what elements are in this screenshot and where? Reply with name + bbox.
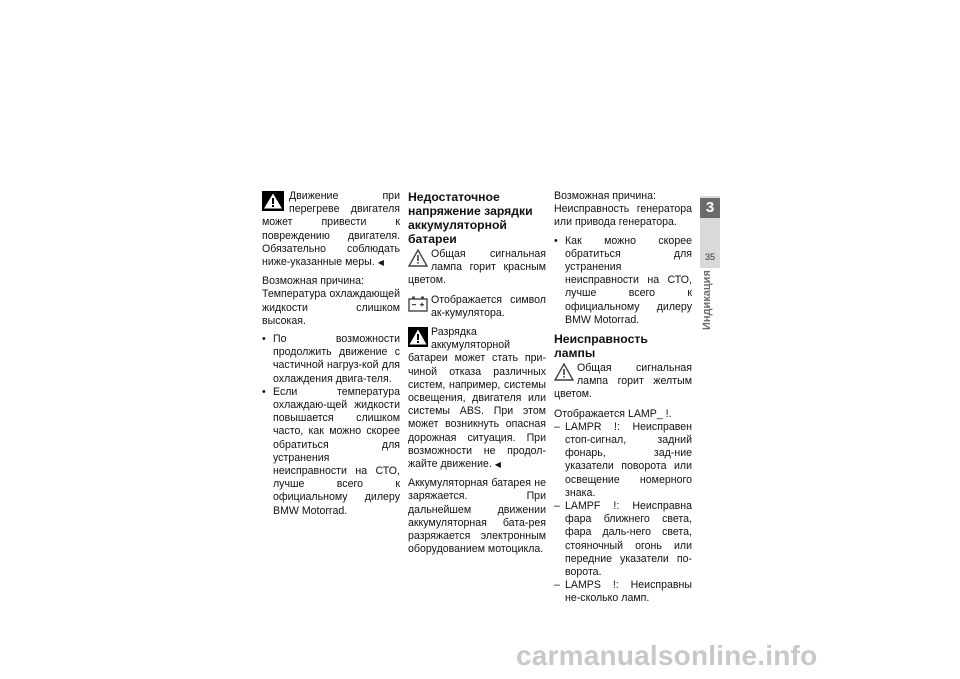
- end-marker: ◀: [377, 258, 384, 268]
- section-heading: Недостаточное напряжение зарядки аккумуляторной батареи: [408, 190, 533, 246]
- engine-overheat-warning: [262, 190, 400, 269]
- measures-list: [262, 333, 400, 518]
- battery-warning: [408, 326, 546, 471]
- cause-label: Возможная причина:: [554, 190, 656, 202]
- cause-text: Температура охлаждающей жидкости слишком высокая.: [262, 288, 400, 327]
- list-item: – LAMPS !: Неисправны не-сколько ламп.: [554, 579, 692, 605]
- general-lamp-text: Общая сигнальная лампа горит красным цветом.: [408, 248, 546, 287]
- warning-text: Разрядка аккумуляторной батареи может стать при-чиной отказа различных систем, например, системы освещения, двигателя или системы ABS. При этом может возникнуть опасная дорожная ситуация. При возможности не продол-жайте движение.: [408, 326, 546, 471]
- general-lamp-note: [408, 248, 546, 288]
- list-item: • Если температура охлаждаю-щей жидкости повышается слишком часто, как можно скорее обратиться для устранения неисправности на СТО, лучше всего к официальному дилеру BMW Motorrad.: [262, 386, 400, 518]
- general-warning-light-icon: [408, 249, 428, 267]
- end-marker: ◀: [494, 460, 501, 470]
- chapter-number: 3: [700, 198, 720, 218]
- cause-label: Возможная причина:: [262, 275, 364, 288]
- general-lamp-text: Общая сигнальная лампа горит желтым цветом.: [554, 362, 692, 401]
- list-item: • Как можно скорее обратиться для устранения неисправности на СТО, лучше всего к официальному дилеру BMW Motorrad.: [554, 235, 692, 327]
- battery-extra-text: Аккумуляторная батарея не заряжается. При дальнейшем движении аккумуляторная бата-рея разряжается электронным оборудованием мотоцикла.: [408, 477, 546, 556]
- general-warning-light-icon: [554, 363, 574, 381]
- column-2: [408, 190, 546, 561]
- chapter-tab: [700, 196, 720, 268]
- section-label: Индикация: [701, 270, 713, 330]
- section-heading: Неисправность лампы: [554, 332, 648, 361]
- page-number: 35: [704, 252, 715, 262]
- display-text: Отображается LAMP_ !.: [554, 407, 672, 420]
- general-lamp-note: [554, 362, 692, 402]
- list-item: – LAMPR !: Неисправен стоп-сигнал, задний фонарь, зад-ние указатели поворота или освещение номерного знака.: [554, 421, 692, 500]
- list-item: – LAMPF !: Неисправна фара ближнего света, фара даль-него света, стояночный огонь или передние указатели по-ворота.: [554, 500, 692, 579]
- battery-symbol-text: Отображается символ ак-кумулятора.: [431, 293, 546, 319]
- warning-text: Движение при перегреве двигателя может привести к повреждению двигателя. Обязательно соблюдать ниже-указанные меры.: [262, 190, 400, 269]
- measures-list: [554, 235, 692, 327]
- column-3: [554, 190, 692, 606]
- battery-icon: [408, 295, 428, 313]
- cause-text: Неисправность генератора или привода генератора.: [554, 203, 692, 229]
- lamp-fault-list: [554, 421, 692, 606]
- warning-triangle-icon: [408, 327, 428, 347]
- list-item: • По возможности продолжить движение с частичной нагруз-кой для охлаждения двига-теля.: [262, 333, 400, 386]
- watermark: carmanualsonline.info: [516, 640, 818, 671]
- warning-triangle-icon: [262, 191, 286, 211]
- battery-symbol-note: [408, 294, 546, 320]
- column-1: [262, 190, 400, 523]
